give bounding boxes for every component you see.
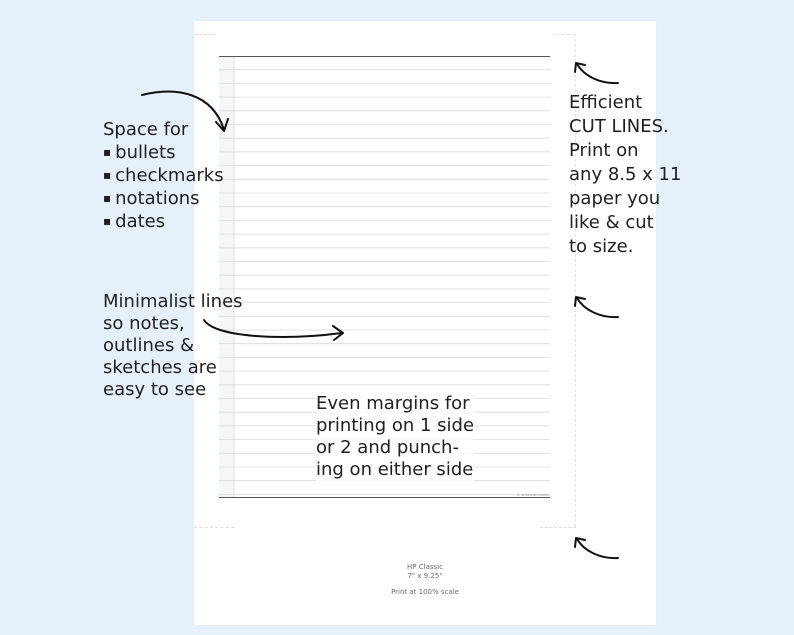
cut-line-top-left	[194, 34, 216, 35]
curved-arrow-icon	[138, 86, 233, 136]
brand-mark: © DANANDTONIC	[516, 493, 550, 497]
note-line: Efficient	[569, 92, 643, 113]
curved-arrow-icon	[570, 58, 625, 88]
list-item: ▪ checkmarks	[103, 164, 224, 187]
note-line: CUT LINES.	[569, 116, 669, 137]
note-line: to size.	[569, 236, 634, 257]
note-line: sketches are	[103, 357, 217, 378]
cut-line-bottom-right	[540, 527, 576, 528]
page-footer	[194, 563, 656, 597]
note-line: Minimalist lines	[103, 291, 243, 312]
list-item: ▪ notations	[103, 187, 224, 210]
list-item: ▪ dates	[103, 210, 224, 233]
curved-arrow-icon	[570, 292, 625, 322]
print-note: Print at 100% scale	[391, 588, 459, 596]
cut-lines-note	[569, 91, 681, 259]
margins-note	[316, 393, 474, 481]
note-line: or 2 and punch-	[316, 437, 459, 458]
space-for-note	[103, 119, 224, 233]
note-line: Print on	[569, 140, 639, 161]
curved-arrow-icon	[200, 315, 350, 350]
curved-arrow-icon	[570, 533, 625, 563]
note-line: any 8.5 x 11	[569, 164, 682, 185]
cut-line-top-right	[556, 34, 576, 35]
template-name: HP Classic	[407, 563, 443, 571]
note-line: ing on either side	[316, 459, 474, 480]
space-for-list	[103, 141, 224, 233]
note-line: easy to see	[103, 379, 207, 400]
note-line: like & cut	[569, 212, 654, 233]
space-for-title: Space for	[103, 119, 189, 140]
list-item: ▪ bullets	[103, 141, 224, 164]
note-line: outlines &	[103, 335, 195, 356]
cut-line-bottom-left	[194, 527, 234, 528]
note-line: so notes,	[103, 313, 185, 334]
note-line: printing on 1 side	[316, 415, 475, 436]
note-line: paper you	[569, 188, 661, 209]
note-line: Even margins for	[316, 393, 470, 414]
template-size: 7" x 9.25"	[407, 572, 443, 580]
